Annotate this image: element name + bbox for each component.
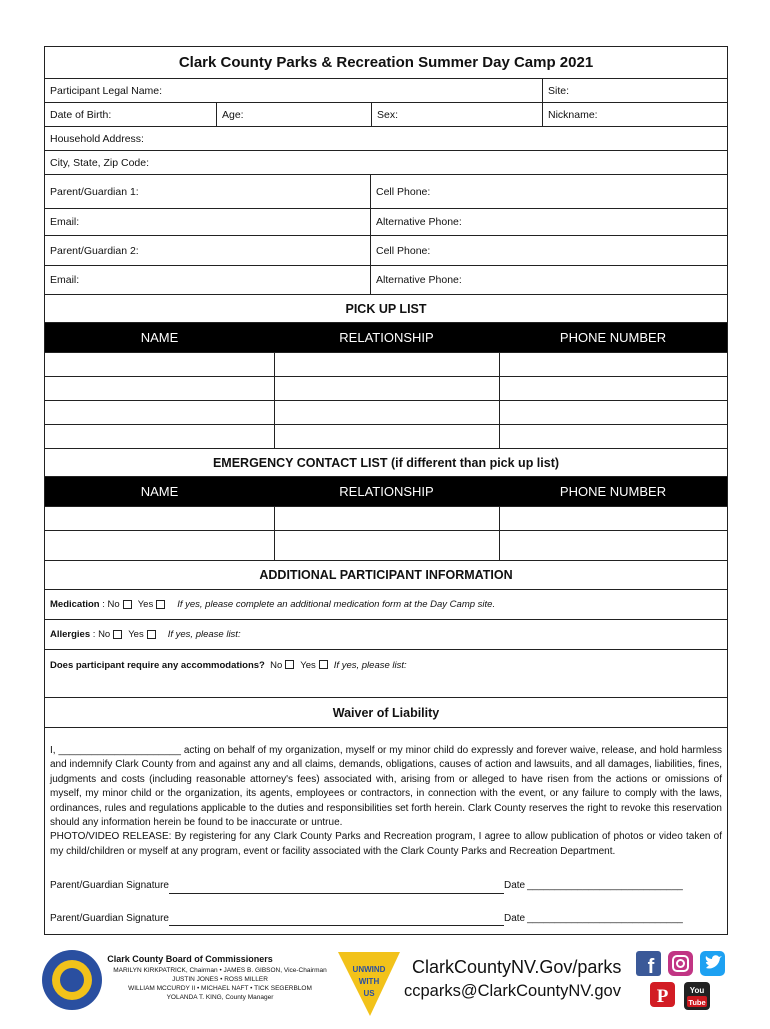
svg-text:UNWIND: UNWIND [352, 965, 386, 974]
pickup-relationship-cell[interactable] [274, 377, 499, 400]
footer [0, 938, 770, 1024]
emergency-title: EMERGENCY CONTACT LIST (if different than pick up list) [45, 449, 727, 477]
registration-form [44, 46, 728, 935]
emergency-name-cell[interactable] [45, 531, 274, 560]
twitter-icon[interactable] [700, 951, 725, 976]
email2-field[interactable]: Email: [50, 274, 80, 286]
pickup-row [45, 425, 727, 449]
date-label: Date [503, 912, 526, 924]
medication-yes-checkbox[interactable] [156, 600, 165, 609]
emergency-header-relationship: RELATIONSHIP [339, 484, 434, 499]
email-link[interactable]: ccparks@ClarkCountyNV.gov [404, 982, 621, 1000]
waiver-body [45, 728, 727, 934]
date-line[interactable]: ____________________________ [527, 880, 683, 892]
board-line: JUSTIN JONES • ROSS MILLER [172, 976, 268, 983]
pickup-row [45, 377, 727, 401]
emergency-header-name: NAME [140, 484, 179, 499]
accommodations-row [45, 650, 727, 698]
emergency-phone-cell[interactable] [499, 507, 727, 530]
signature-line[interactable] [169, 912, 504, 926]
medication-question: Medication : No Yes If yes, please complete an additional medication form at the Day Camp site. [50, 599, 496, 610]
date-label: Date [503, 880, 526, 892]
dob-field[interactable]: Date of Birth: [50, 108, 112, 121]
allergies-label: Allergies [50, 629, 91, 640]
waiver-title: Waiver of Liability [45, 698, 727, 728]
emergency-phone-cell[interactable] [499, 531, 727, 560]
svg-text:Tube: Tube [688, 998, 706, 1007]
signature-label: Parent/Guardian Signature [50, 880, 169, 892]
pickup-title: PICK UP LIST [45, 295, 727, 323]
nickname-field[interactable]: Nickname: [542, 103, 727, 126]
waiver-name-blank[interactable]: ______________________ [58, 745, 181, 756]
pickup-row [45, 353, 727, 377]
waiver-text: acting on behalf of my organization, myself or my minor child do expressly and forever waive, release, and hold harmless and indemnify Clark County from and against any and all claims, demands, obligations, causes of action and lawsuits, and all damages, liabilities, fines, judgments and costs (including reasonable attorney's fees) associated with, arising from or alleged to have risen from the actions or omissions of myself, my minor child or the organization, its agents, employees or contractors, in connection with the event, or any failure to comply with the laws, ordinances, rules and regulations applicable to the duties and responsibilities set forth herein. Clark County reserves the right to revoke this reservation should any information herein be found to be inaccurate or untrue. [50, 745, 723, 829]
guardian1-field[interactable]: Parent/Guardian 1: [50, 185, 139, 198]
additional-title: ADDITIONAL PARTICIPANT INFORMATION [45, 561, 727, 590]
waiver-paragraph [50, 744, 722, 830]
youtube-icon[interactable] [684, 982, 710, 1010]
board-line: YOLANDA T. KING, County Manager [166, 994, 274, 1001]
emergency-relationship-cell[interactable] [274, 531, 499, 560]
email2-row [45, 266, 727, 295]
waiver-prefix: I, [50, 745, 59, 756]
pickup-phone-cell[interactable] [499, 425, 727, 448]
medication-no-checkbox[interactable] [123, 600, 132, 609]
county-seal-icon [42, 950, 102, 1010]
signature-row-1 [50, 879, 722, 893]
age-field[interactable]: Age: [216, 103, 371, 126]
emergency-relationship-cell[interactable] [274, 507, 499, 530]
emergency-row [45, 531, 727, 561]
medication-no-label: No [107, 599, 120, 610]
medication-yes-label: Yes [137, 599, 154, 610]
medication-note: If yes, please complete an additional medication form at the Day Camp site. [177, 599, 496, 610]
board-title: Clark County Board of Commissioners [107, 954, 273, 964]
city-field[interactable]: City, State, Zip Code: [50, 156, 150, 169]
allergies-no-checkbox[interactable] [113, 630, 122, 639]
svg-text:WITH: WITH [358, 977, 380, 986]
allergies-yes-checkbox[interactable] [147, 630, 156, 639]
instagram-icon[interactable] [668, 951, 693, 976]
alt1-field[interactable]: Alternative Phone: [370, 209, 727, 235]
date-line[interactable]: ____________________________ [527, 912, 683, 924]
name-row [45, 79, 727, 103]
svg-text:f: f [647, 956, 655, 978]
emergency-row [45, 507, 727, 531]
board-line: MARILYN KIRKPATRICK, Chairman • JAMES B. GIBSON, Vice-Chairman [113, 967, 327, 974]
pickup-name-cell[interactable] [45, 377, 274, 400]
dob-row [45, 103, 727, 127]
pickup-relationship-cell[interactable] [274, 353, 499, 376]
pickup-phone-cell[interactable] [499, 401, 727, 424]
signature-line[interactable] [169, 879, 504, 893]
accommodations-no-label: No [270, 660, 283, 671]
guardian2-field[interactable]: Parent/Guardian 2: [50, 244, 139, 257]
alt2-field[interactable]: Alternative Phone: [370, 266, 727, 294]
address-row [45, 127, 727, 151]
pickup-name-cell[interactable] [45, 425, 274, 448]
footer-graphics [0, 938, 770, 1024]
signature-label: Parent/Guardian Signature [50, 912, 169, 924]
pinterest-icon[interactable] [650, 982, 675, 1007]
accommodations-note: If yes, please list: [333, 660, 407, 671]
form-title: Clark County Parks & Recreation Summer Day Camp 2021 [45, 47, 727, 79]
photo-release-paragraph: PHOTO/VIDEO RELEASE: By registering for any Clark County Parks and Recreation program, I agree to allow publication of photos or video taken of my child/children or myself at any program, event or facility associated with the Clark County Parks and Recreation Department. [50, 831, 722, 857]
pickup-relationship-cell[interactable] [274, 425, 499, 448]
emergency-header-phone: PHONE NUMBER [559, 484, 667, 499]
address-field[interactable]: Household Address: [50, 132, 144, 145]
accommodations-question [45, 650, 727, 697]
cell1-field[interactable]: Cell Phone: [370, 175, 727, 208]
sex-field[interactable]: Sex: [371, 103, 542, 126]
website-link[interactable]: ClarkCountyNV.Gov/parks [412, 957, 622, 977]
pickup-phone-cell[interactable] [499, 353, 727, 376]
allergies-yes-label: Yes [128, 629, 144, 640]
accommodations-yes-checkbox[interactable] [319, 660, 328, 669]
city-row [45, 151, 727, 175]
pickup-header-phone: PHONE NUMBER [559, 330, 667, 345]
allergies-no-label: No [98, 629, 111, 640]
accommodations-yes-label: Yes [300, 660, 316, 671]
pickup-phone-cell[interactable] [499, 377, 727, 400]
svg-text:You: You [689, 986, 705, 995]
email1-field[interactable]: Email: [50, 216, 80, 228]
cell2-field[interactable]: Cell Phone: [370, 236, 727, 265]
allergies-note: If yes, please list: [167, 629, 241, 640]
pickup-header-name: NAME [140, 330, 179, 345]
svg-text:P: P [656, 986, 669, 1007]
pickup-header [45, 323, 727, 353]
pickup-name-cell[interactable] [45, 353, 274, 376]
signature-row-2 [50, 912, 722, 926]
accommodations-label: Does participant require any accommodations? [50, 660, 265, 671]
pickup-row [45, 401, 727, 425]
facebook-icon[interactable] [636, 951, 661, 978]
guardian1-row [45, 175, 727, 209]
emergency-header [45, 477, 727, 507]
legal-name-field[interactable]: Participant Legal Name: [50, 84, 163, 97]
board-line: WILLIAM MCCURDY II • MICHAEL NAFT • TICK SEGERBLOM [128, 985, 312, 992]
emergency-name-cell[interactable] [45, 507, 274, 530]
pickup-name-cell[interactable] [45, 401, 274, 424]
guardian2-row [45, 236, 727, 266]
site-field[interactable]: Site: [542, 79, 727, 102]
unwind-with-us-logo [338, 952, 400, 1016]
medication-row [45, 590, 727, 620]
allergies-question: Allergies : No Yes If yes, please list: [50, 629, 241, 640]
svg-text:US: US [363, 989, 375, 998]
email1-row [45, 209, 727, 236]
pickup-relationship-cell[interactable] [274, 401, 499, 424]
medication-label: Medication [50, 599, 100, 610]
pickup-header-relationship: RELATIONSHIP [339, 330, 434, 345]
allergies-row [45, 620, 727, 650]
accommodations-no-checkbox[interactable] [285, 660, 294, 669]
